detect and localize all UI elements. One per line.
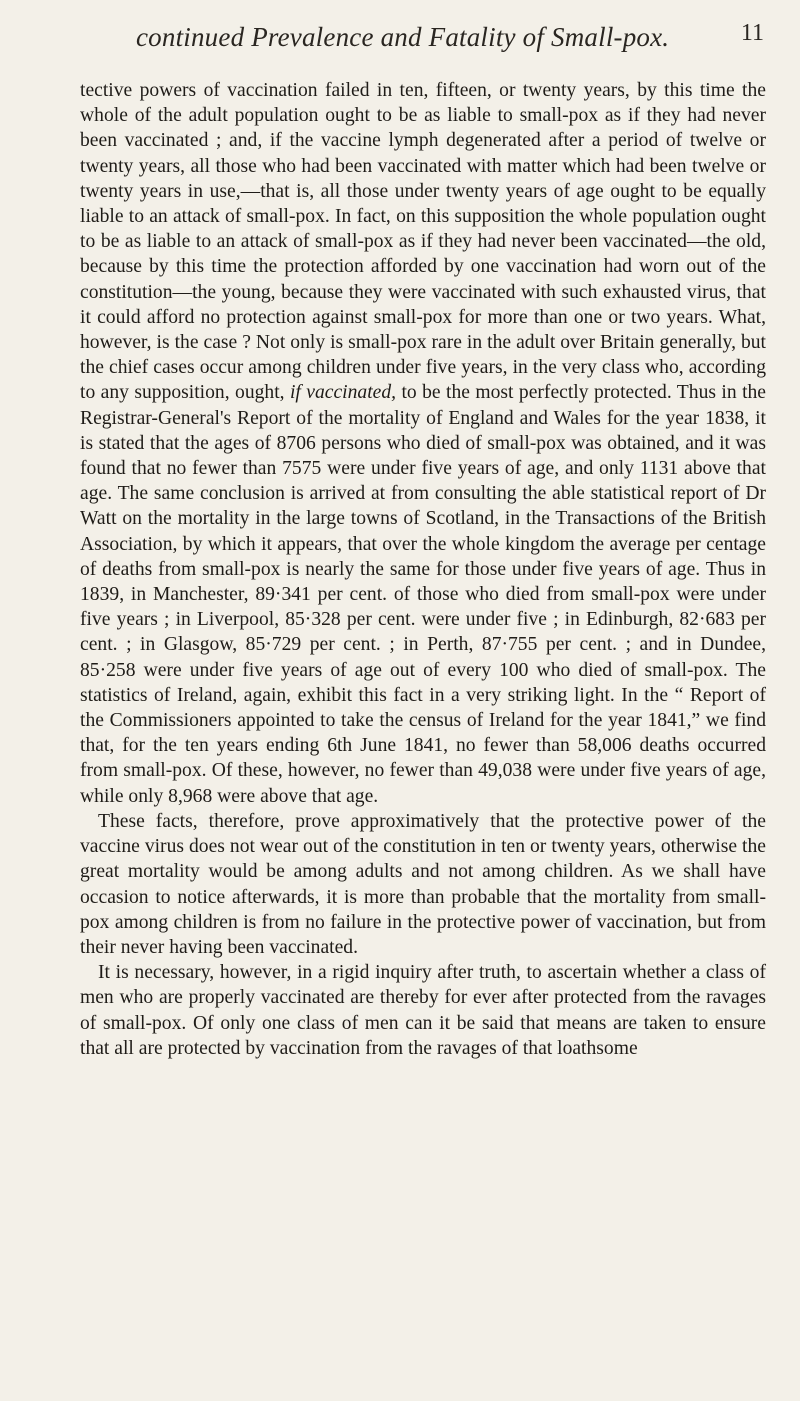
running-head	[80, 12, 766, 68]
running-title: continued Prevalence and Fatality of Small-pox.	[136, 22, 670, 52]
paragraph-continued	[80, 78, 766, 809]
paragraph-1-text-b: to be the most perfectly protected. Thus in the Registrar-General's Report of the mortality of England and Wales for the year 1838, it is stated that the ages of 8706 persons who died of small-pox was obtained, and it was found that no fewer than 7575 were under five years of age, and only 1131 above that age. The same conclusion is arrived at from consulting the able statistical report of Dr Watt on the mortality in the large towns of Scotland, in the Transactions of the British Association, by which it appears, that over the whole kingdom the average per centage of deaths from small-pox is nearly the same for those under five years of age. Thus in 1839, in Manchester, 89·341 per cent. of those who died from small-pox were under five years ; in Liverpool, 85·328 per cent. were under five ; in Edinburgh, 82·683 per cent. ; in Glasgow, 85·729 per cent. ; in Perth, 87·755 per cent. ; and in Dundee, 85·258 were under five years of age out of every 100 who died of small-pox. The statistics of Ireland, again, exhibit this fact in a very striking light. In the “ Report of the Commissioners appointed to take the census of Ireland for the year 1841,” we find that, for the ten years ending 6th June 1841, no fewer than 58,006 deaths occurred from small-pox. Of these, however, no fewer than 49,038 were under five years of age, while only 8,968 were above that age.	[80, 382, 767, 807]
paragraph-3: It is necessary, however, in a rigid inquiry after truth, to ascertain whether a class of men who are properly vaccinated are thereby for ever after protected from the ravages of small-pox. Of only one class of men can it be said that means are taken to ensure that all are protected by vaccination from the ravages of that loathsome	[80, 962, 766, 1059]
page-number: 11	[740, 20, 764, 46]
paragraph-2: These facts, therefore, prove approximatively that the protective power of the vaccine virus does not wear out of the constitution in ten or twenty years, otherwise the great mortality would be among adults and not among children. As we shall have occasion to notice afterwards, it is more than probable that the mortality from small-pox among children is from no failure in the protective power of vaccination, but from their never having been vaccinated.	[80, 810, 766, 958]
paragraph-1-text-a: tective powers of vaccination failed in ten, fifteen, or twenty years, by this time the whole of the adult population ought to be as liable to small-pox as if they had never been vaccinated ; and, if the vaccine lymph degenerated after a period of twelve or twenty years, all those who had been vaccinated with matter which had been twelve or twenty years in use,—that is, all those under twenty years of age ought to be equally liable to an attack of small-pox. In fact, on this supposition the whole population ought to be as liable to an attack of small-pox as if they had never been vaccinated—the old, because by this time the protection afforded by one vaccination had worn out of the constitution—the young, because they were vaccinated with such exhausted virus, that it could afford no protection against small-pox for more than one or two years. What, however, is the case ? Not only is small-pox rare in the adult over Britain generally, but the chief cases occur among children under five years, in the very class who, according to any supposition, ought,	[80, 80, 766, 404]
body-text	[80, 78, 766, 1061]
paragraph-1-italic-phrase: if vaccinated,	[289, 382, 397, 404]
